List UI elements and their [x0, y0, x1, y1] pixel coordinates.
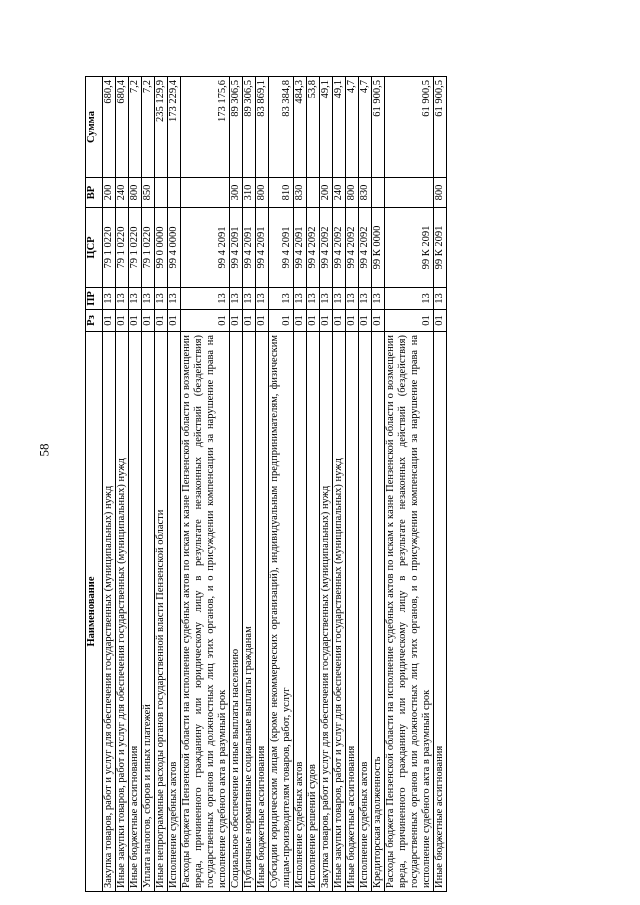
rotated-page	[85, 77, 555, 892]
table-row	[333, 77, 346, 892]
table-row	[434, 77, 447, 892]
cell-sum: 173 229,4	[168, 77, 181, 178]
cell-pr: 13	[333, 288, 346, 310]
header-rz: Рз	[86, 310, 103, 332]
table-row	[129, 77, 142, 892]
cell-sum: 173 175,6	[181, 77, 230, 178]
cell-name: Иные бюджетные ассигнования	[346, 332, 359, 892]
table-row	[294, 77, 307, 892]
table-row	[320, 77, 333, 892]
cell-vr	[385, 178, 434, 208]
cell-rz: 01	[346, 310, 359, 332]
cell-csr: 99 4 2092	[307, 208, 320, 288]
table-row	[168, 77, 181, 892]
cell-vr: 310	[243, 178, 256, 208]
cell-csr: 99 4 2091	[181, 208, 230, 288]
cell-name: Иные закупки товаров, работ и услуг для обеспечения государственных (муниципальных) нужд	[116, 332, 129, 892]
cell-sum: 83 869,1	[256, 77, 269, 178]
cell-name: Уплата налогов, сборов и иных платежей	[142, 332, 155, 892]
cell-vr: 850	[142, 178, 155, 208]
cell-vr: 830	[359, 178, 372, 208]
budget-table	[85, 76, 447, 892]
cell-rz: 01	[359, 310, 372, 332]
cell-pr: 13	[181, 288, 230, 310]
cell-rz: 01	[243, 310, 256, 332]
cell-sum: 235 129,9	[155, 77, 168, 178]
cell-pr: 13	[320, 288, 333, 310]
table-header-row	[86, 77, 103, 892]
cell-rz: 01	[320, 310, 333, 332]
cell-vr: 830	[294, 178, 307, 208]
cell-csr: 79 1 0220	[116, 208, 129, 288]
cell-sum: 680,4	[103, 77, 116, 178]
table-body	[103, 77, 447, 892]
cell-name: Иные бюджетные ассигнования	[434, 332, 447, 892]
cell-rz: 01	[103, 310, 116, 332]
cell-name: Исполнение судебных актов	[359, 332, 372, 892]
cell-pr: 13	[346, 288, 359, 310]
cell-sum: 61 900,5	[372, 77, 385, 178]
cell-name: Расходы бюджета Пензенской области на исполнение судебных актов по искам к казне Пензенской области о возмещении вреда, причиненного гражданину или юридическому лицу в результате незаконных действий (бездействия) государственных органов или должностных лиц этих органов, и о присуждении компенсации за нарушение права на исполнение судебного акта в разумный срок	[385, 332, 434, 892]
cell-pr: 13	[129, 288, 142, 310]
table-row	[256, 77, 269, 892]
cell-rz: 01	[168, 310, 181, 332]
cell-csr: 99 4 2091	[230, 208, 243, 288]
header-vr: ВР	[86, 178, 103, 208]
table-row	[116, 77, 129, 892]
cell-rz: 01	[372, 310, 385, 332]
cell-csr: 99 К 2091	[385, 208, 434, 288]
cell-sum: 89 306,5	[230, 77, 243, 178]
cell-csr: 99 4 2092	[333, 208, 346, 288]
cell-name: Кредиторская задолженность	[372, 332, 385, 892]
table-row	[372, 77, 385, 892]
cell-name: Иные бюджетные ассигнования	[129, 332, 142, 892]
cell-csr: 99 4 2091	[243, 208, 256, 288]
cell-sum: 7,2	[129, 77, 142, 178]
cell-rz: 01	[269, 310, 294, 332]
cell-vr: 800	[129, 178, 142, 208]
cell-csr: 99 4 2091	[269, 208, 294, 288]
cell-sum: 89 306,5	[243, 77, 256, 178]
header-name: Наименование	[86, 332, 103, 892]
page-number: 58	[36, 443, 52, 457]
table-row	[346, 77, 359, 892]
cell-vr: 240	[116, 178, 129, 208]
cell-pr: 13	[155, 288, 168, 310]
table-row	[269, 77, 294, 892]
cell-sum: 4,7	[359, 77, 372, 178]
cell-name: Закупка товаров, работ и услуг для обеспечения государственных (муниципальных) нужд	[320, 332, 333, 892]
cell-pr: 13	[434, 288, 447, 310]
cell-pr: 13	[243, 288, 256, 310]
cell-pr: 13	[168, 288, 181, 310]
cell-name: Исполнение судебных актов	[294, 332, 307, 892]
cell-pr: 13	[230, 288, 243, 310]
cell-sum: 7,2	[142, 77, 155, 178]
cell-rz: 01	[307, 310, 320, 332]
cell-rz: 01	[142, 310, 155, 332]
cell-rz: 01	[155, 310, 168, 332]
cell-vr	[372, 178, 385, 208]
cell-csr: 99 4 2091	[256, 208, 269, 288]
cell-name: Иные закупки товаров, работ и услуг для обеспечения государственных (муниципальных) нужд	[333, 332, 346, 892]
cell-csr: 79 1 0220	[103, 208, 116, 288]
cell-sum: 680,4	[116, 77, 129, 178]
cell-csr: 99 0 0000	[155, 208, 168, 288]
cell-pr: 13	[142, 288, 155, 310]
cell-vr	[181, 178, 230, 208]
cell-csr: 99 К 2091	[434, 208, 447, 288]
cell-name: Иные бюджетные ассигнования	[256, 332, 269, 892]
cell-name: Расходы бюджета Пензенской области на исполнение судебных актов по искам к казне Пензенской области о возмещении вреда, причиненного гражданину или юридическому лицу в результате незаконных действий (бездействия) государственных органов или должностных лиц этих органов, и о присуждении компенсации за нарушение права на исполнение судебного акта в разумный срок	[181, 332, 230, 892]
cell-name: Социальное обеспечение и иные выплаты населению	[230, 332, 243, 892]
cell-rz: 01	[181, 310, 230, 332]
cell-csr: 99 4 2092	[346, 208, 359, 288]
cell-csr: 79 1 0220	[129, 208, 142, 288]
cell-sum: 49,1	[333, 77, 346, 178]
cell-csr: 99 4 0000	[168, 208, 181, 288]
cell-vr	[155, 178, 168, 208]
cell-rz: 01	[385, 310, 434, 332]
cell-name: Иные непрограммные расходы органов государственной власти Пензенской области	[155, 332, 168, 892]
cell-pr: 13	[269, 288, 294, 310]
cell-rz: 01	[333, 310, 346, 332]
cell-pr: 13	[116, 288, 129, 310]
cell-vr: 200	[320, 178, 333, 208]
header-csr: ЦСР	[86, 208, 103, 288]
cell-csr: 79 1 0220	[142, 208, 155, 288]
cell-name: Публичные нормативные социальные выплаты гражданам	[243, 332, 256, 892]
header-pr: ПР	[86, 288, 103, 310]
cell-pr: 13	[256, 288, 269, 310]
cell-rz: 01	[434, 310, 447, 332]
cell-rz: 01	[116, 310, 129, 332]
table-row	[230, 77, 243, 892]
cell-name: Исполнение судебных актов	[168, 332, 181, 892]
cell-vr	[168, 178, 181, 208]
table-row	[307, 77, 320, 892]
cell-vr: 800	[346, 178, 359, 208]
cell-name: Закупка товаров, работ и услуг для обеспечения государственных (муниципальных) нужд	[103, 332, 116, 892]
cell-vr: 240	[333, 178, 346, 208]
cell-vr: 800	[434, 178, 447, 208]
cell-csr: 99 4 2092	[320, 208, 333, 288]
table-row	[103, 77, 116, 892]
table-row	[155, 77, 168, 892]
table-row	[243, 77, 256, 892]
cell-rz: 01	[294, 310, 307, 332]
cell-vr	[307, 178, 320, 208]
cell-vr: 300	[230, 178, 243, 208]
cell-sum: 49,1	[320, 77, 333, 178]
cell-pr: 13	[294, 288, 307, 310]
cell-rz: 01	[230, 310, 243, 332]
cell-rz: 01	[256, 310, 269, 332]
cell-sum: 61 900,5	[385, 77, 434, 178]
cell-pr: 13	[307, 288, 320, 310]
cell-pr: 13	[359, 288, 372, 310]
cell-pr: 13	[385, 288, 434, 310]
cell-vr: 800	[256, 178, 269, 208]
cell-csr: 99 4 2091	[294, 208, 307, 288]
cell-csr: 99 4 2092	[359, 208, 372, 288]
cell-sum: 484,3	[294, 77, 307, 178]
header-sum: Сумма	[86, 77, 103, 178]
cell-pr: 13	[372, 288, 385, 310]
cell-vr: 200	[103, 178, 116, 208]
table-row	[385, 77, 434, 892]
cell-name: Субсидии юридическим лицам (кроме некоммерческих организаций), индивидуальным предпринимателям, физическим лицам-производителям товаров, работ, услуг	[269, 332, 294, 892]
table-row	[142, 77, 155, 892]
cell-name: Исполнение решений судов	[307, 332, 320, 892]
cell-sum: 61 900,5	[434, 77, 447, 178]
cell-pr: 13	[103, 288, 116, 310]
cell-rz: 01	[129, 310, 142, 332]
table-row	[359, 77, 372, 892]
cell-sum: 4,7	[346, 77, 359, 178]
cell-vr: 810	[269, 178, 294, 208]
cell-sum: 53,8	[307, 77, 320, 178]
cell-sum: 83 384,8	[269, 77, 294, 178]
table-row	[181, 77, 230, 892]
rotated-content	[85, 77, 555, 892]
cell-csr: 99 К 0000	[372, 208, 385, 288]
